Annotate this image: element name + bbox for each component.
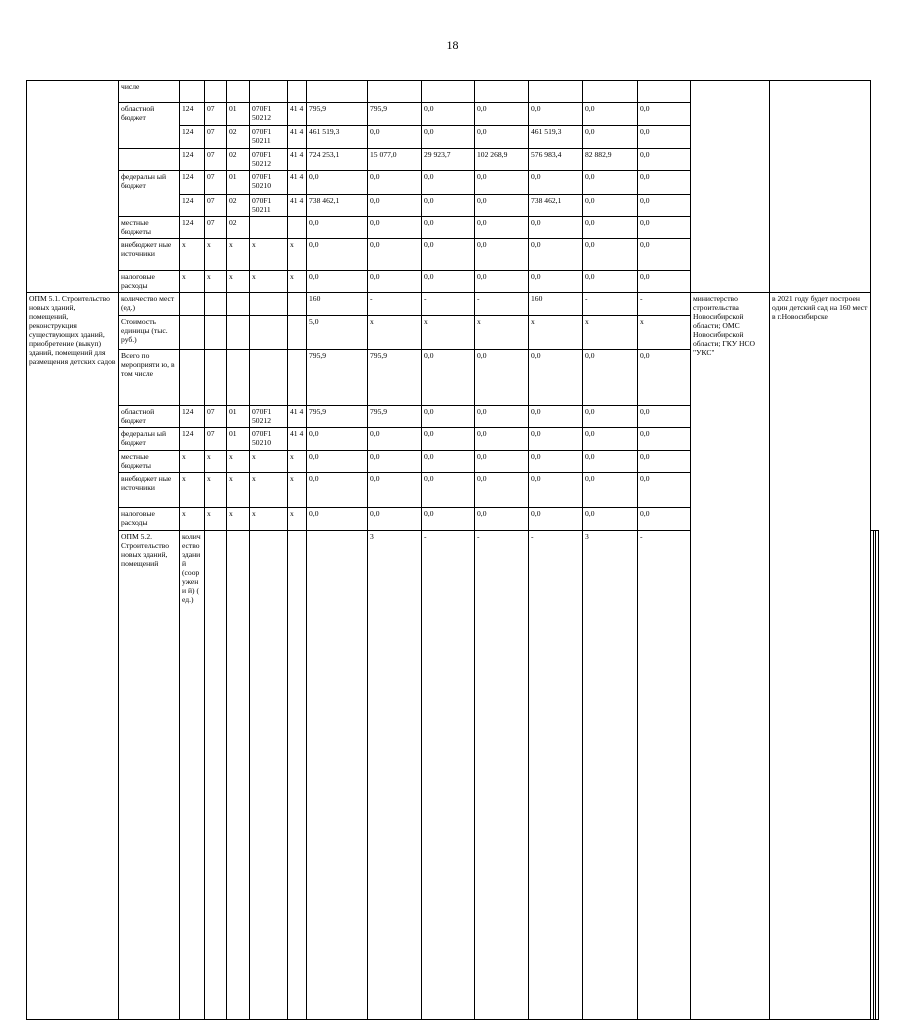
table-cell: 3 (583, 531, 638, 1020)
table-cell: 124 (180, 171, 205, 195)
table-cell: 576 983,4 (529, 149, 583, 171)
table-cell (422, 81, 475, 103)
table-cell: 0,0 (583, 217, 638, 239)
table-cell: 0,0 (307, 428, 368, 451)
table-cell (475, 81, 529, 103)
table-row (27, 81, 879, 103)
table-cell: 070F1 50211 (250, 195, 288, 217)
table-cell: 29 923,7 (422, 149, 475, 171)
table-cell (250, 350, 288, 406)
table-cell: 0,0 (368, 239, 422, 271)
table-cell: 07 (205, 217, 227, 239)
table-cell: х (422, 316, 475, 350)
table-cell: х (227, 451, 250, 473)
table-cell: областной бюджет (119, 406, 180, 428)
table-cell (876, 531, 879, 1020)
table-cell: 0,0 (475, 508, 529, 531)
table-cell (27, 81, 119, 293)
table-cell: х (205, 508, 227, 531)
table-cell: числе (119, 81, 180, 103)
table-cell: х (529, 316, 583, 350)
table-cell: областной бюджет (119, 103, 180, 149)
table-cell: 41 4 (288, 126, 307, 149)
table-cell: Стоимость единицы (тыс. руб.) (119, 316, 180, 350)
table-cell: количество мест (ед.) (119, 293, 180, 316)
table-cell: 0,0 (638, 428, 691, 451)
table-cell (250, 316, 288, 350)
table-cell: 0,0 (475, 350, 529, 406)
table-cell (227, 531, 250, 1020)
table-cell: 0,0 (475, 171, 529, 195)
table-cell: 0,0 (368, 451, 422, 473)
table-cell: 795,9 (368, 406, 422, 428)
table-cell: х (180, 508, 205, 531)
table-cell (205, 350, 227, 406)
table-cell (119, 149, 180, 171)
table-cell (288, 217, 307, 239)
table-cell: х (227, 239, 250, 271)
table-cell: 0,0 (475, 451, 529, 473)
table-cell: местные бюджеты (119, 217, 180, 239)
table-cell: 0,0 (583, 508, 638, 531)
table-cell: 0,0 (638, 508, 691, 531)
table-cell: 02 (227, 195, 250, 217)
table-cell: 0,0 (529, 217, 583, 239)
table-cell: федеральн ый бюджет (119, 428, 180, 451)
table-cell: х (205, 239, 227, 271)
table-cell (307, 81, 368, 103)
table-cell: 0,0 (368, 473, 422, 508)
table-cell (227, 81, 250, 103)
table-cell: 0,0 (583, 406, 638, 428)
table-cell: 0,0 (583, 171, 638, 195)
table-cell: 0,0 (422, 171, 475, 195)
table-cell: х (250, 451, 288, 473)
table-cell: - (475, 293, 529, 316)
table-cell: в 2021 году будет построен один детский сад на 160 мест в г.Новосибирске (770, 293, 871, 1020)
table-row (27, 293, 879, 316)
table-cell: 0,0 (422, 103, 475, 126)
table-cell: министерство строительства Новосибирской области; ОМС Новосибирской области; ГКУ НСО "УКС" (691, 293, 770, 1020)
table-cell: 124 (180, 406, 205, 428)
table-cell: - (475, 531, 529, 1020)
table-cell: 02 (227, 149, 250, 171)
table-cell: 0,0 (529, 350, 583, 406)
table-cell: х (475, 316, 529, 350)
table-cell: 0,0 (475, 217, 529, 239)
table-cell: 0,0 (422, 350, 475, 406)
table-cell: 160 (529, 293, 583, 316)
table-cell (180, 316, 205, 350)
table-cell: 41 4 (288, 149, 307, 171)
table-cell: х (288, 271, 307, 293)
table-cell: 461 519,3 (529, 126, 583, 149)
table-cell: - (422, 293, 475, 316)
table-cell: х (250, 271, 288, 293)
table-cell: 0,0 (422, 451, 475, 473)
table-cell: 070F1 50210 (250, 428, 288, 451)
page-number: 18 (446, 38, 459, 52)
table-cell: 0,0 (307, 239, 368, 271)
table-cell: 070F1 50210 (250, 171, 288, 195)
table-cell: х (180, 271, 205, 293)
table-cell: 0,0 (529, 171, 583, 195)
table-cell: 0,0 (422, 473, 475, 508)
table-cell: 0,0 (307, 217, 368, 239)
table-cell (205, 316, 227, 350)
table-cell: 02 (227, 217, 250, 239)
table-cell: х (583, 316, 638, 350)
table-cell (770, 81, 871, 293)
table-cell (288, 531, 307, 1020)
table-cell (227, 293, 250, 316)
table-cell: 738 462,1 (529, 195, 583, 217)
table-cell: 0,0 (638, 103, 691, 126)
table-cell (227, 350, 250, 406)
table-cell: 0,0 (307, 451, 368, 473)
table-cell: 0,0 (638, 451, 691, 473)
table-cell: 82 882,9 (583, 149, 638, 171)
budget-table (26, 80, 879, 1020)
table-cell: 07 (205, 149, 227, 171)
table-cell (205, 293, 227, 316)
table-cell: 41 4 (288, 171, 307, 195)
table-cell: 070F1 50212 (250, 149, 288, 171)
table-cell: 0,0 (307, 473, 368, 508)
table-cell: - (368, 293, 422, 316)
table-cell: х (288, 239, 307, 271)
table-cell: 0,0 (475, 473, 529, 508)
table-cell: 0,0 (583, 195, 638, 217)
table-cell: 07 (205, 126, 227, 149)
table-cell (227, 316, 250, 350)
table-cell: 0,0 (422, 195, 475, 217)
table-cell: 0,0 (368, 508, 422, 531)
table-cell: 724 253,1 (307, 149, 368, 171)
table-cell: 15 077,0 (368, 149, 422, 171)
table-cell: 41 4 (288, 428, 307, 451)
table-cell: 0,0 (475, 406, 529, 428)
table-cell: 0,0 (475, 195, 529, 217)
table-cell: 0,0 (422, 217, 475, 239)
table-cell (180, 81, 205, 103)
table-cell: 01 (227, 103, 250, 126)
table-cell: 5,0 (307, 316, 368, 350)
table-cell: х (205, 451, 227, 473)
table-cell: 0,0 (529, 473, 583, 508)
table-cell: 070F1 50211 (250, 126, 288, 149)
table-cell: 0,0 (307, 508, 368, 531)
table-cell: 124 (180, 428, 205, 451)
table-cell: внебюджет ные источники (119, 473, 180, 508)
table-cell: х (250, 239, 288, 271)
table-cell: 0,0 (422, 126, 475, 149)
table-cell: х (227, 508, 250, 531)
table-cell: 0,0 (583, 103, 638, 126)
table-cell: 102 268,9 (475, 149, 529, 171)
table-cell: 124 (180, 103, 205, 126)
table-cell (288, 316, 307, 350)
table-cell: 0,0 (368, 126, 422, 149)
table-cell: х (180, 451, 205, 473)
table-cell (205, 81, 227, 103)
table-cell: 738 462,1 (307, 195, 368, 217)
table-cell: внебюджет ные источники (119, 239, 180, 271)
table-cell: 0,0 (583, 271, 638, 293)
table-cell: 07 (205, 195, 227, 217)
table-cell (288, 350, 307, 406)
table-cell: 795,9 (368, 350, 422, 406)
table-cell (691, 81, 770, 293)
table-cell: налоговые расходы (119, 508, 180, 531)
table-cell: 0,0 (638, 171, 691, 195)
table-cell: 0,0 (638, 126, 691, 149)
table-cell: х (180, 239, 205, 271)
table-cell: 0,0 (475, 239, 529, 271)
table-cell (529, 81, 583, 103)
table-cell: 0,0 (475, 428, 529, 451)
table-cell: 160 (307, 293, 368, 316)
table-cell (583, 81, 638, 103)
table-cell: х (227, 473, 250, 508)
table-cell: 795,9 (307, 103, 368, 126)
table-cell: 0,0 (368, 171, 422, 195)
table-cell: 0,0 (638, 350, 691, 406)
table-cell: федеральн ый бюджет (119, 171, 180, 217)
table-cell (180, 293, 205, 316)
table-cell: 124 (180, 217, 205, 239)
table-cell: х (288, 473, 307, 508)
table-cell: 02 (227, 126, 250, 149)
table-cell: 124 (180, 149, 205, 171)
table-cell: 3 (368, 531, 422, 1020)
table-cell: 0,0 (583, 126, 638, 149)
table-cell: 124 (180, 126, 205, 149)
table-cell (288, 81, 307, 103)
table-cell: 0,0 (422, 406, 475, 428)
table-cell: 0,0 (307, 271, 368, 293)
table-cell: Всего по мероприяти ю, в том числе (119, 350, 180, 406)
table-cell: - (638, 531, 691, 1020)
table-cell: х (205, 473, 227, 508)
table-cell: 0,0 (638, 406, 691, 428)
table-cell: х (288, 508, 307, 531)
table-cell: 0,0 (475, 271, 529, 293)
table-cell: 0,0 (422, 508, 475, 531)
table-cell: 124 (180, 195, 205, 217)
table-cell (250, 217, 288, 239)
table-cell: 0,0 (368, 217, 422, 239)
table-cell: 0,0 (368, 195, 422, 217)
table-cell: 0,0 (422, 271, 475, 293)
table-cell: 795,9 (307, 406, 368, 428)
table-cell: 070F1 50212 (250, 406, 288, 428)
table-cell: 07 (205, 171, 227, 195)
table-cell: 0,0 (529, 406, 583, 428)
table-cell: количество зданий (сооружени й) ( ед.) (180, 531, 205, 1020)
table-cell: 0,0 (529, 428, 583, 451)
table-cell (368, 81, 422, 103)
table-cell: 0,0 (529, 508, 583, 531)
table-cell: 07 (205, 428, 227, 451)
table-cell (307, 531, 368, 1020)
table-cell: - (529, 531, 583, 1020)
table-cell: 0,0 (422, 239, 475, 271)
table-cell: 41 4 (288, 103, 307, 126)
table-cell: 461 519,3 (307, 126, 368, 149)
table-cell: 0,0 (368, 271, 422, 293)
table-cell (250, 293, 288, 316)
table-cell: 0,0 (638, 239, 691, 271)
table-cell: 01 (227, 171, 250, 195)
table-cell: 0,0 (638, 217, 691, 239)
table-cell: х (250, 473, 288, 508)
table-cell: х (638, 316, 691, 350)
table-cell: 07 (205, 103, 227, 126)
table-cell: 0,0 (583, 428, 638, 451)
table-cell (180, 350, 205, 406)
table-cell: 0,0 (475, 126, 529, 149)
table-cell: 0,0 (422, 428, 475, 451)
table-cell: 0,0 (307, 171, 368, 195)
table-cell: 0,0 (583, 239, 638, 271)
table-cell: - (583, 293, 638, 316)
table-cell: - (422, 531, 475, 1020)
table-cell: 0,0 (529, 451, 583, 473)
table-cell: 070F1 50212 (250, 103, 288, 126)
table-cell: 41 4 (288, 195, 307, 217)
table-cell: 0,0 (529, 103, 583, 126)
table-cell: - (638, 293, 691, 316)
table-cell: 0,0 (368, 428, 422, 451)
table-cell: 0,0 (475, 103, 529, 126)
table-cell: 07 (205, 406, 227, 428)
table-cell: х (250, 508, 288, 531)
table-cell: 41 4 (288, 406, 307, 428)
table-cell: местные бюджеты (119, 451, 180, 473)
table-cell: х (227, 271, 250, 293)
table-cell: х (368, 316, 422, 350)
table-cell: 0,0 (583, 473, 638, 508)
table-cell: 01 (227, 428, 250, 451)
table-cell (250, 81, 288, 103)
table-cell (638, 81, 691, 103)
table-cell: 0,0 (638, 473, 691, 508)
table-cell (288, 293, 307, 316)
table-cell (205, 531, 227, 1020)
table-cell: 0,0 (638, 195, 691, 217)
table-cell: 0,0 (583, 350, 638, 406)
table-cell (250, 531, 288, 1020)
table-cell: 0,0 (529, 239, 583, 271)
table-cell: налоговые расходы (119, 271, 180, 293)
table-cell: 0,0 (583, 451, 638, 473)
table-cell: 0,0 (529, 271, 583, 293)
table-cell: х (180, 473, 205, 508)
table-cell: 795,9 (307, 350, 368, 406)
table-cell: ОПМ 5.2. Строительство новых зданий, помещений (119, 531, 180, 1020)
table-cell: х (288, 451, 307, 473)
table-cell: 795,9 (368, 103, 422, 126)
table-cell: 01 (227, 406, 250, 428)
table-cell: 0,0 (638, 271, 691, 293)
table-cell: 0,0 (638, 149, 691, 171)
table-cell: ОПМ 5.1. Строительство новых зданий, помещений, реконструкция существующих зданий, приобретение (выкуп) зданий, помещений для размещения детских садов (27, 293, 119, 1020)
table-cell: х (205, 271, 227, 293)
